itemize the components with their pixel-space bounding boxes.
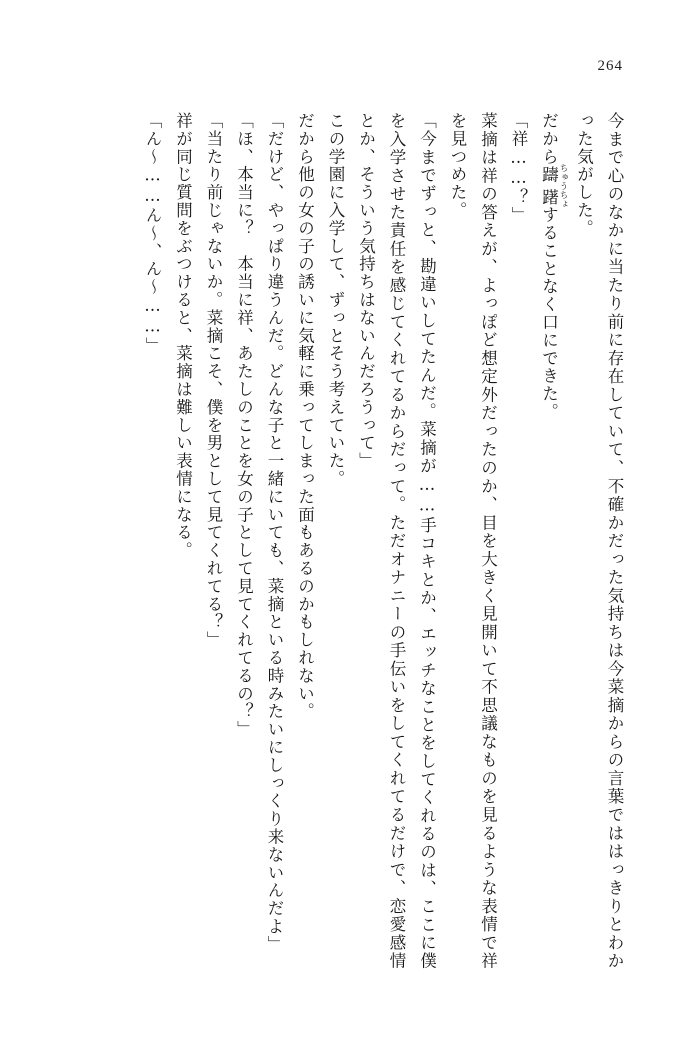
- paragraph-5: この学園に入学して、ずっとそう考えていた。: [326, 112, 345, 488]
- ruby-reading: ちゅうちょ: [558, 163, 568, 209]
- paragraph-11: 「ん～……ん～、ん～……」: [143, 112, 162, 355]
- paragraph-6: だから他の女の子の誘いに気軽に乗ってしまった面もあるのかもしれない。: [295, 112, 315, 721]
- paragraph-7: 「だけど、やっぱり違うんだ。どんな子と一緒にいても、菜摘といる時みたいにしっくり来ないんだよ」: [265, 112, 284, 954]
- paragraph-2: だから躊躇 ちゅうちょすることなく口にできた。: [539, 112, 568, 421]
- paragraph-1: 今まで心のなかに当たり前に存在していて、不確かだった気持ちは今菜摘からの言葉でははっきりとわかった気がした。: [574, 112, 624, 970]
- paragraph-9: 「当たり前じゃないか。菜摘こそ、僕を男として見てくれてる？」: [204, 112, 223, 649]
- ruby-chuucho: 躊躇 ちゅうちょ: [539, 163, 568, 209]
- paragraph-10: 祥が同じ質問をぶつけると、菜摘は難しい表情になる。: [173, 112, 193, 560]
- paragraph-4: 「今までずっと、勘違いしてたんだ。菜摘が……手コキとか、エッチなことをしてくれるのは、ここに僕を入学させた責任を感じてくれてるからだって。ただオナニーの手伝いをしてくれてるだけで、恋愛感情とか、そういう気持ちはないんだろうって」: [356, 112, 437, 970]
- page-body-text: [69, 112, 629, 970]
- paragraph-3: 菜摘は祥の答えが、よっぽど想定外だったのか、目を大きく見開いて不思議なものを見るような表情で祥を見つめた。: [448, 112, 498, 970]
- paragraph-8: 「ほ、本当に？ 本当に祥、あたしのことを女の子として見てくれてるの？」: [234, 112, 254, 739]
- paragraph-quote-sho: 「祥……？」: [509, 112, 528, 225]
- page-number: 264: [597, 58, 623, 74]
